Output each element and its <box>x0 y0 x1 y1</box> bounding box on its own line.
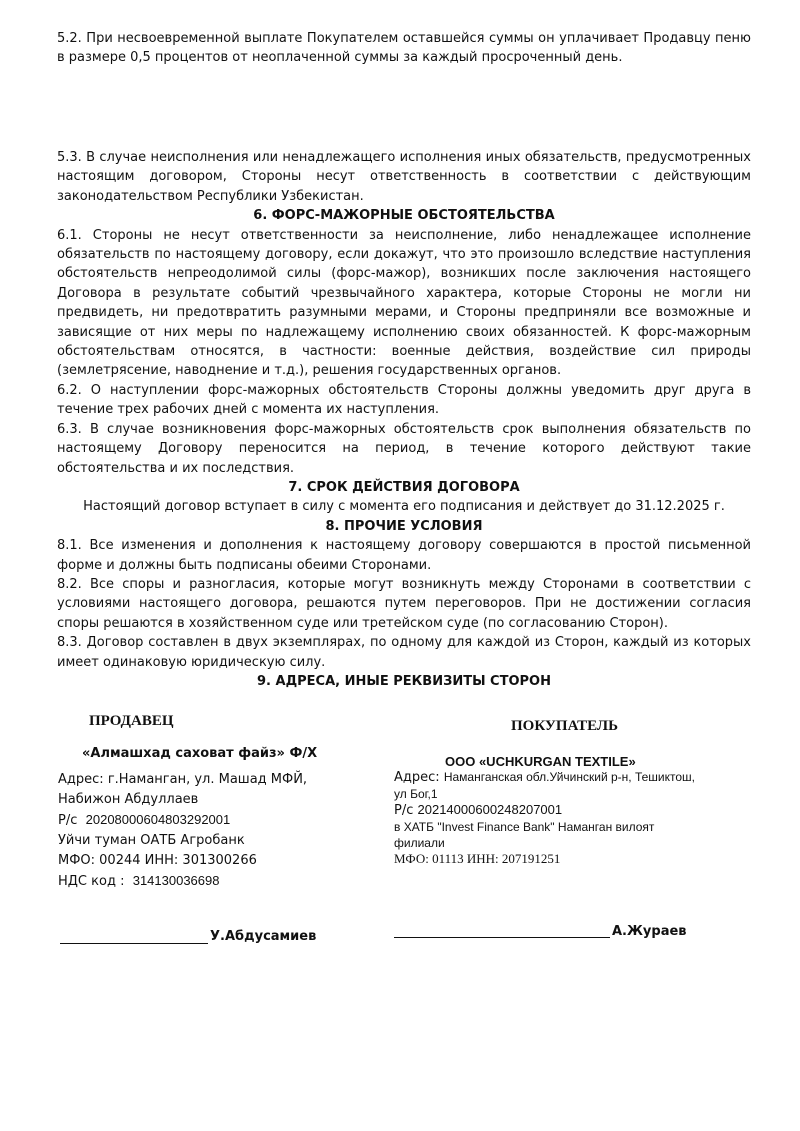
seller-name: «Алмашхад саховат файз» Ф/Х <box>82 746 318 761</box>
buyer-signatory: А.Жураев <box>612 924 687 939</box>
heading-force-majeure: 6. ФОРС-МАЖОРНЫЕ ОБСТОЯТЕЛЬСТВА <box>253 208 555 224</box>
heading-addresses: 9. АДРЕСА, ИНЫЕ РЕКВИЗИТЫ СТОРОН <box>257 673 551 689</box>
contract-body <box>57 148 751 691</box>
seller-signature-line <box>60 943 208 944</box>
seller-account: 20208000604803292001 <box>85 812 231 827</box>
seller-role: ПРОДАВЕЦ <box>89 713 174 729</box>
buyer-role: ПОКУПАТЕЛЬ <box>511 718 619 734</box>
seller-signatory: У.Абдусамиев <box>210 929 317 944</box>
buyer-bank-2: филиали <box>394 836 445 850</box>
clause-6-1: 6.1. Стороны не несут ответственности за неисполнение, либо ненадлежащее исполнение обязательств по настоящему договору, если докажут, что это произошло вследствие наступления обстоятельств непреодолимой силы (форс-мажор), возникших после заключения настоящего Договора в результате событий чрезвычайного характера, которые Стороны не могли ни предвидеть, ни предотвратить разумными мерами, и Стороны предприняли все возможные и зависящие от них меры по надлежащему исполнению своих обязанностей. К форс-мажорным обстоятельствам относятся, в частности: военные действия, воздействие сил природы (землетрясение, наводнение и т.д.), решения государственных органов. <box>57 227 751 379</box>
seller-details <box>58 770 307 892</box>
heading-other-terms: 8. ПРОЧИЕ УСЛОВИЯ <box>325 518 483 534</box>
clause-7: Настоящий договор вступает в силу с момента его подписания и действует до 31.12.2025 г. <box>83 499 725 515</box>
heading-term: 7. СРОК ДЕЙСТВИЯ ДОГОВОРА <box>288 479 520 495</box>
buyer-address-1: Наманганская обл.Уйчинский р-н, Тешиктош, <box>443 770 695 784</box>
buyer-name: ООО «UCHKURGAN TEXTILE» <box>445 754 636 769</box>
buyer-account: 20214000600248207001 <box>417 802 563 817</box>
buyer-address-2: ул Бог,1 <box>394 787 438 801</box>
seller-nds: 314130036698 <box>132 873 220 888</box>
seller-nds-label: НДС код : <box>58 874 125 889</box>
clause-6-3: 6.3. В случае возникновения форс-мажорных обстоятельств срок выполнения обязательств по настоящему Договору переносится на период, в течение которого действуют такие обстоятельства и их последствия. <box>57 421 751 476</box>
clause-5-3: 5.3. В случае неисполнения или ненадлежащего исполнения иных обязательств, предусмотренных настоящим договором, Стороны несут ответственность в соответствии с действующим законодательством Республики Узбекистан. <box>57 150 751 204</box>
seller-address-label: Адрес: <box>58 772 104 787</box>
buyer-details <box>394 769 695 867</box>
buyer-signature-line <box>394 937 610 938</box>
clause-8-3: 8.3. Договор составлен в двух экземплярах, по одному для каждой из Сторон, каждый из которых имеет одинаковую юридическую силу. <box>57 635 751 670</box>
clause-6-2: 6.2. О наступлении форс-мажорных обстоятельств Стороны должны уведомить друг друга в течение трех рабочих дней с момента их наступления. <box>57 382 751 418</box>
seller-bank: Уйчи туман ОАТБ Агробанк <box>58 833 245 848</box>
clause-5-2: 5.2. При несвоевременной выплате Покупателем оставшейся суммы он уплачивает Продавцу пеню в размере 0,5 процентов от неоплаченной суммы за каждый просроченный день. <box>57 31 751 66</box>
buyer-account-label: Р/с <box>394 803 414 818</box>
buyer-address-label: Адрес: <box>394 770 440 785</box>
seller-mfo-inn: МФО: 00244 ИНН: 301300266 <box>58 853 257 868</box>
buyer-mfo-inn: МФО: 01113 ИНН: 207191251 <box>394 851 561 866</box>
buyer-bank-1: в ХАТБ "Invest Finance Bank" Наманган вилоят <box>394 820 655 834</box>
seller-account-label: Р/с <box>58 813 78 828</box>
seller-address-2: Набижон Абдуллаев <box>58 792 199 807</box>
clause-8-1: 8.1. Все изменения и дополнения к настоящему договору совершаются в простой письменной форме и должны быть подписаны обеими Сторонами. <box>57 538 751 573</box>
seller-address-1: г.Наманган, ул. Машад МФЙ, <box>107 772 308 787</box>
clause-8-2: 8.2. Все споры и разногласия, которые могут возникнуть между Сторонами в соответствии с условиями настоящего договора, решаются путем переговоров. При не достижении согласия споры решаются в хозяйственном суде или третейском суде (по согласованию Сторон). <box>57 576 751 631</box>
